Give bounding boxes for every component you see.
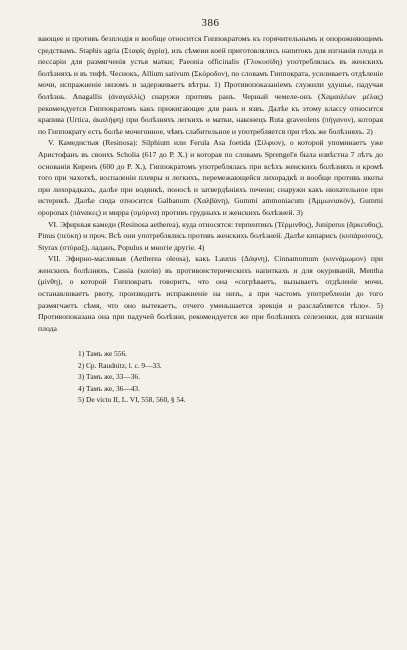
footnote-4: 4) Тамъ же, 36—43. — [78, 383, 140, 393]
footnote-2: 2) Ср. Raudnitz, l. c. 9—33. — [78, 360, 162, 370]
footnotes — [38, 348, 383, 405]
paragraph-resinosa-aetherea: VI. Эфирныя камеди (Resinosa aetherea), куда относятся: терпентинъ (Τέρμινθος), Juniperus (ἄρκευθος), Pinus (πεύκη) и проч. Всѣ они употреблялись противъ женскихъ болѣзней. Далѣе кипарисъ (κυπάρισσος), Styrax (στύραξ), ладанъ, Populus и многіе другіе. 4) — [38, 219, 383, 252]
body-text — [38, 33, 383, 334]
paragraph-resinosa: V. Камедистыя (Resinosa): Silphium или Ferula Asa foetida (Σίλφιον), о которой упоминаетъ уже Аристофанъ въ своихъ Scholia (617 до Р. Х.) и которая по словамъ Sprengel'я была извѣстна 7 лѣтъ до основанія Киренъ (600 до Р. Х.), Гиппократомъ употреблялась при всѣхъ женскихъ болѣзняхъ и кромѣ того при чахоткѣ, воспаленіи плевры и легкихъ, перемежающейся лихорадкѣ и вообще противъ икоты при лихорадкахъ, далѣе при водянкѣ, поносѣ и затвердѣніяхъ печени; снаружи какъ нюхательное при истерикѣ. Далѣе сюда относится Galbanum (Χαλβάνη), Gummi ammoniacum (Ἀμμωνιακόν), Gummi opoponax (πάνακες) и мирра (σμύρνα) противъ грудныхъ и женскихъ болѣзней. 3) — [38, 138, 383, 217]
paragraph-aetherea-oleosa: VII. Эфирно-масляныя (Aetherea oleosa), какъ Laurus (Δάφνη), Cinnamomum (κιννάμωμον) при женскихъ болѣзняхъ, Cassia (κασία) въ противоистерическихъ напиткахъ и для окуриваній, Mentha (μίνθη), о которой Гиппократъ говоритъ, что она «согрѣваетъ, вызываетъ отдѣленіе мочи, останавливаетъ рвоту, производитъ испражненіе на низъ, а при частомъ употребленіи до того размягчаетъ сѣмя, что оно вытекаетъ, отчего уменьшается эрекція и разслабляется тѣло». 5) Противопоказана она при падучей болѣзни, рекомендуется же при болѣзняхъ селезенки, для изгнанія плода — [38, 254, 383, 333]
paragraph-plants-continued: вающее и противъ безплодія и вообще относится Гиппократомъ къ горячительнымъ и опорожняющимъ средствамъ. Staphis agria (Σταφίς ἀγρία), изъ сѣмени коей приготовлялись напитокъ для изгнанія плода и пессаріи для размягченія устья матки; Paeonia officinalis (Γλυκυσίδη) употреблялась въ женскихъ болѣзняхъ и въ тифѣ. Чеснокъ, Allium sativum (Σκόροδον), по словамъ Гиппократа, усиливаетъ отдѣленіе мочи, испражненіе низомъ и задерживаетъ вѣтры. 1) Противопоказаніемъ служили удушье, падучая болѣзнь. Anagallis (ἀναγαλλίς) снаружи противъ ранъ. Черный чемеле-онъ (Χαμαιλέων μέλας) рекомендуется Гиппократомъ какъ прижигающее для ранъ и язвъ. Далѣе къ этому классу относится крапива (Urtica, ἀκαλήφη) при болѣзняхъ легкихъ и матки, наконецъ Ruta graveolens (πήγανον), которая по Гиппократу есть болѣе мочегонное, чѣмъ слабительное и употребляется при тѣхъ же болѣзняхъ. 2) — [38, 34, 383, 136]
footnote-5: 5) De victu II, L. VI, 558, 560, § 54. — [78, 395, 186, 405]
footnote-1: 1) Тамъ же 556. — [78, 349, 128, 359]
footnote-3: 3) Тамъ же, 33—36. — [78, 372, 140, 382]
page-number: 386 — [201, 17, 220, 29]
